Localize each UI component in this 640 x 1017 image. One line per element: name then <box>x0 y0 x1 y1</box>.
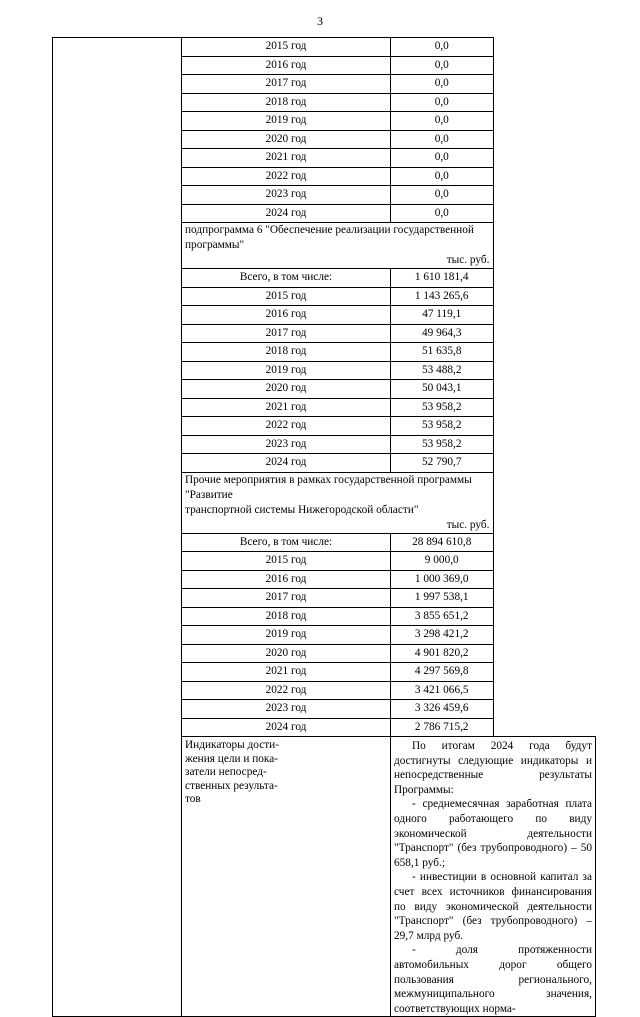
year-cell: 2021 год <box>182 398 391 417</box>
value-cell: 53 488,2 <box>391 361 494 380</box>
year-cell: 2015 год <box>182 38 391 57</box>
year-cell: 2015 год <box>182 552 391 571</box>
year-cell: 2015 год <box>182 287 391 306</box>
section-header-subprogram-6 <box>182 223 494 269</box>
year-cell: 2019 год <box>182 626 391 645</box>
total-label: Всего, в том числе: <box>182 269 391 288</box>
year-cell: 2023 год <box>182 435 391 454</box>
section-title: подпрограмма 6 "Обеспечение реализации государственной программы" <box>185 224 474 251</box>
value-cell: 1 997 538,1 <box>391 589 494 608</box>
left-column-empty <box>53 38 182 1017</box>
year-cell: 2020 год <box>182 130 391 149</box>
value-cell: 3 855 651,2 <box>391 607 494 626</box>
indicators-label <box>182 737 391 1017</box>
year-cell: 2016 год <box>182 56 391 75</box>
year-cell: 2022 год <box>182 681 391 700</box>
year-cell: 2016 год <box>182 570 391 589</box>
year-cell: 2019 год <box>182 361 391 380</box>
year-cell: 2022 год <box>182 417 391 436</box>
section-title-line: Прочие мероприятия в рамках государственной программы "Развитие <box>185 473 472 501</box>
value-cell: 0,0 <box>391 56 494 75</box>
year-cell: 2021 год <box>182 663 391 682</box>
value-cell: 3 421 066,5 <box>391 681 494 700</box>
year-cell: 2017 год <box>182 324 391 343</box>
value-cell: 0,0 <box>391 112 494 131</box>
value-cell: 47 119,1 <box>391 306 494 325</box>
value-cell: 53 958,2 <box>391 398 494 417</box>
section-header-other-measures <box>182 472 494 533</box>
year-cell: 2020 год <box>182 644 391 663</box>
value-cell: 9 000,0 <box>391 552 494 571</box>
year-cell: 2019 год <box>182 112 391 131</box>
total-value: 28 894 610,8 <box>391 533 494 552</box>
value-cell: 53 958,2 <box>391 435 494 454</box>
year-cell: 2018 год <box>182 93 391 112</box>
year-cell: 2018 год <box>182 343 391 362</box>
indicators-paragraph: - среднемесячная заработная плата одного работающего по виду экономической деятельности "Транспорт" (без трубопроводного) – 50 658,1 руб.; <box>394 798 592 869</box>
indicators-label-line: Индикаторы дости- <box>185 739 279 751</box>
indicators-paragraph: - инвестиции в основной капитал за счет всех источников финансирования по виду экономической деятельности "Транспорт" (без трубопроводного) – 29,7 млрд руб. <box>394 871 592 942</box>
value-cell: 0,0 <box>391 38 494 57</box>
table-row <box>53 38 596 57</box>
value-cell: 2 786 715,2 <box>391 718 494 737</box>
year-cell: 2024 год <box>182 454 391 473</box>
value-cell: 49 964,3 <box>391 324 494 343</box>
indicators-label-line: тов <box>185 793 201 805</box>
year-cell: 2017 год <box>182 75 391 94</box>
passport-table <box>52 37 596 1017</box>
indicators-text <box>391 737 596 1017</box>
indicators-label-line: затели непосред- <box>185 766 267 778</box>
total-value: 1 610 181,4 <box>391 269 494 288</box>
year-cell: 2022 год <box>182 167 391 186</box>
value-cell: 3 326 459,6 <box>391 700 494 719</box>
indicators-label-line: ственных результа- <box>185 779 278 792</box>
value-cell: 1 143 265,6 <box>391 287 494 306</box>
value-cell: 0,0 <box>391 130 494 149</box>
year-cell: 2023 год <box>182 700 391 719</box>
value-cell: 0,0 <box>391 167 494 186</box>
year-cell: 2016 год <box>182 306 391 325</box>
value-cell: 0,0 <box>391 149 494 168</box>
value-cell: 0,0 <box>391 75 494 94</box>
value-cell: 3 298 421,2 <box>391 626 494 645</box>
page-number: 3 <box>317 14 323 28</box>
year-cell: 2017 год <box>182 589 391 608</box>
units-label: тыс. руб. <box>446 254 490 266</box>
year-cell: 2024 год <box>182 718 391 737</box>
value-cell: 52 790,7 <box>391 454 494 473</box>
year-cell: 2024 год <box>182 204 391 223</box>
value-cell: 0,0 <box>391 186 494 205</box>
year-cell: 2021 год <box>182 149 391 168</box>
value-cell: 0,0 <box>391 93 494 112</box>
section-title-line: транспортной системы Нижегородской области" <box>185 503 419 516</box>
year-cell: 2020 год <box>182 380 391 399</box>
indicators-paragraph: По итогам 2024 года будут достигнуты следующие индикаторы и непосредственные результаты Программы: <box>394 740 592 796</box>
value-cell: 4 901 820,2 <box>391 644 494 663</box>
indicators-paragraph: - доля протяженности автомобильных дорог общего пользования регионального, межмуниципального значения, соответствующих норма- <box>394 944 592 1015</box>
value-cell: 1 000 369,0 <box>391 570 494 589</box>
value-cell: 51 635,8 <box>391 343 494 362</box>
year-cell: 2018 год <box>182 607 391 626</box>
value-cell: 0,0 <box>391 204 494 223</box>
value-cell: 4 297 569,8 <box>391 663 494 682</box>
value-cell: 53 958,2 <box>391 417 494 436</box>
total-label: Всего, в том числе: <box>182 533 391 552</box>
units-label: тыс. руб. <box>446 518 490 531</box>
indicators-label-line: жения цели и пока- <box>185 752 279 765</box>
year-cell: 2023 год <box>182 186 391 205</box>
value-cell: 50 043,1 <box>391 380 494 399</box>
